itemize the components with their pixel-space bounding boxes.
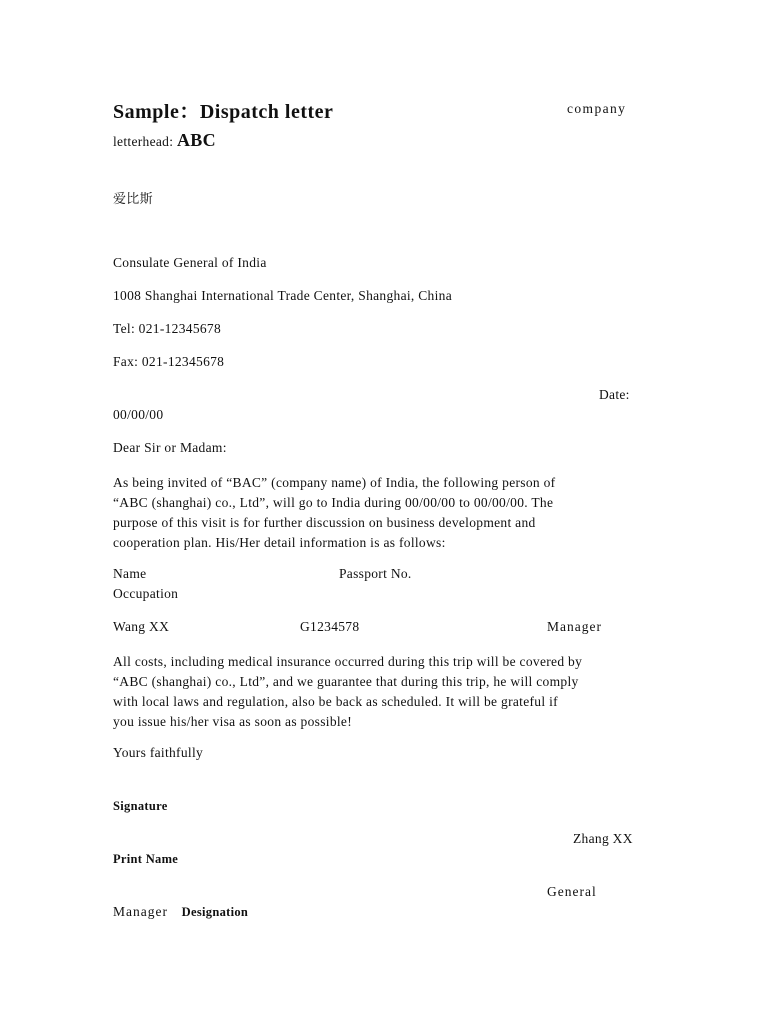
designation-line	[113, 904, 248, 920]
company-name-chinese: 爱比斯	[113, 192, 153, 207]
costs-line: with local laws and regulation, also be back as scheduled. It will be grateful if	[113, 694, 558, 709]
salutation: Dear Sir or Madam:	[113, 440, 227, 455]
intro-paragraph	[113, 473, 658, 553]
row-passport: G1234578	[300, 619, 360, 634]
company-label: company	[567, 101, 627, 116]
costs-line: “ABC (shanghai) co., Ltd”, and we guarantee that during this trip, he will comply	[113, 674, 579, 689]
costs-paragraph	[113, 652, 658, 732]
row-name: Wang XX	[113, 619, 170, 634]
designation-part1: General	[547, 884, 597, 899]
header-passport: Passport No.	[339, 566, 412, 581]
letter-title: Sample：Dispatch letter	[113, 101, 334, 123]
letterhead-line	[113, 130, 216, 151]
header-name: Name	[113, 566, 147, 581]
intro-line: cooperation plan. His/Her detail information is as follows:	[113, 535, 446, 550]
signer-name: Zhang XX	[573, 831, 633, 846]
date-label: Date:	[599, 387, 630, 402]
date-value: 00/00/00	[113, 407, 164, 422]
costs-line: All costs, including medical insurance occurred during this trip will be covered by	[113, 654, 583, 669]
recipient-name: Consulate General of India	[113, 255, 267, 270]
header-occupation: Occupation	[113, 586, 179, 601]
recipient-tel: Tel: 021-12345678	[113, 321, 222, 336]
company-name: ABC	[176, 130, 216, 150]
intro-line: As being invited of “BAC” (company name) of India, the following person of	[113, 475, 556, 490]
recipient-address: 1008 Shanghai International Trade Center, Shanghai, China	[113, 288, 453, 303]
designation-label: Designation	[181, 905, 249, 919]
costs-line: you issue his/her visa as soon as possible!	[113, 714, 353, 729]
designation-part2: Manager	[113, 904, 168, 919]
letterhead-label: letterhead:	[113, 134, 174, 149]
row-occupation: Manager	[547, 619, 602, 634]
intro-line: purpose of this visit is for further discussion on business development and	[113, 515, 536, 530]
recipient-fax: Fax: 021-12345678	[113, 354, 225, 369]
intro-line: “ABC (shanghai) co., Ltd”, will go to India during 00/00/00 to 00/00/00. The	[113, 495, 554, 510]
closing: Yours faithfully	[113, 745, 204, 760]
print-name-label: Print Name	[113, 852, 179, 866]
signature-label: Signature	[113, 799, 168, 813]
